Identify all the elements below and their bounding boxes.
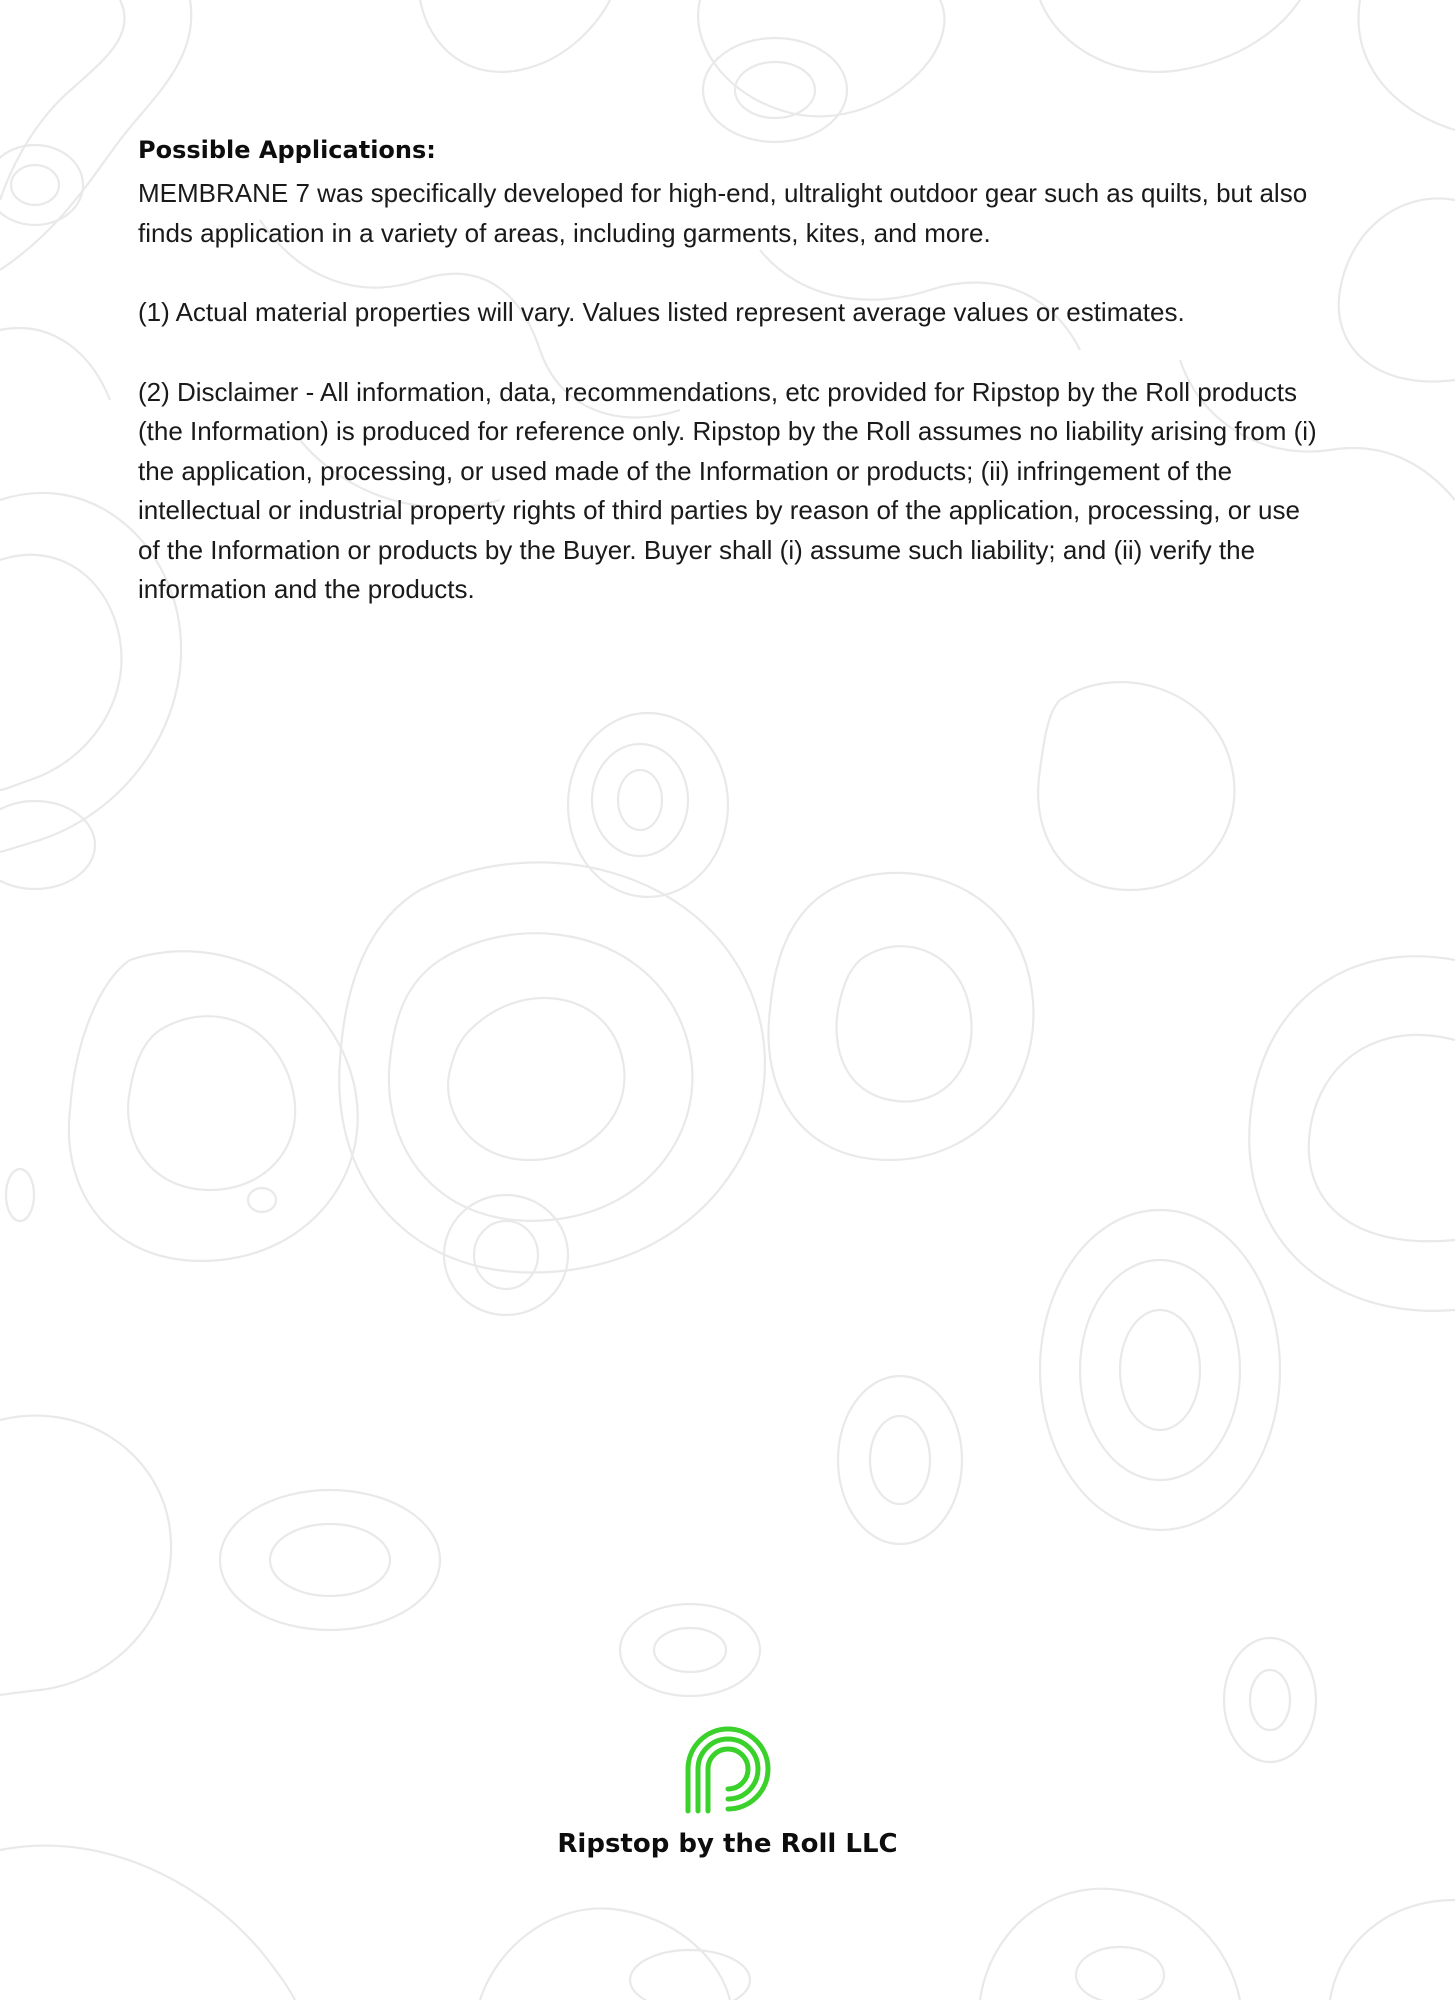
intro-paragraph: MEMBRANE 7 was specifically developed for high-end, ultralight outdoor gear such as quilts, but also finds application in a variety of areas, including garments, kites, and more.	[138, 178, 1308, 248]
ripstop-roll-logo-icon	[680, 1725, 776, 1817]
disclaimer-paragraph: (2) Disclaimer - All information, data, recommendations, etc provided for Ripstop by the Roll products (the Information) is produced for reference only. Ripstop by the Roll assumes no liability arising from (i) the application, processing, or used made of the Information or products; (ii) infringement of the intellectual or industrial property rights of third parties by reason of the application, processing, or use of the Information or products by the Buyer. Buyer shall (i) assume such liability; and (ii) verify the information and the products.	[138, 376, 1317, 604]
document-body	[138, 132, 1328, 610]
company-name: Ripstop by the Roll LLC	[557, 1829, 898, 1859]
footer	[0, 1725, 1455, 1859]
section-heading: Possible Applications:	[138, 136, 436, 164]
footnote-1: (1) Actual material properties will vary. Values listed represent average values or estimates.	[138, 297, 1185, 327]
